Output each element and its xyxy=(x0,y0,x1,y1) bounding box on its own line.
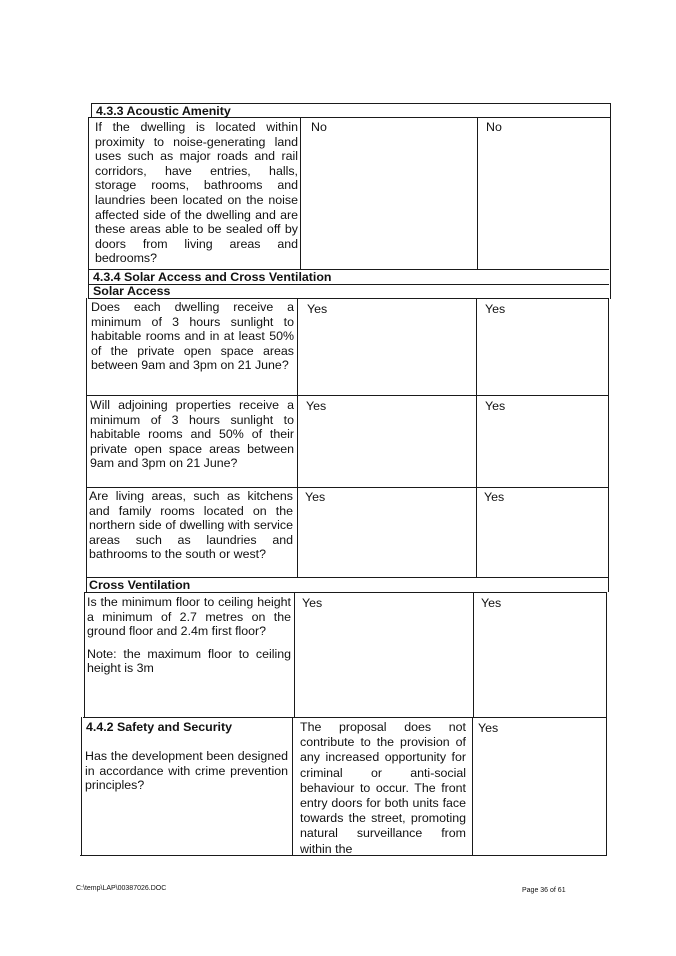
section-heading: 4.4.2 Safety and Security xyxy=(86,720,233,734)
criteria-question: Will adjoining properties receive a minimum of 3 hours sunlight to habitable rooms and 50% of their private open space areas between 9am and 3pm on 21 June? xyxy=(90,398,294,471)
rule xyxy=(86,487,608,488)
rule xyxy=(88,117,89,298)
proposal-response: Yes xyxy=(302,596,323,610)
rule xyxy=(88,298,609,299)
rule xyxy=(610,103,611,299)
compliance-value: Yes xyxy=(478,721,499,735)
rule xyxy=(473,592,474,718)
rule xyxy=(292,717,293,856)
rule xyxy=(477,117,478,270)
rule xyxy=(86,298,87,592)
rule xyxy=(81,717,82,856)
criteria-question: Are living areas, such as kitchens and family rooms located on the northern side of dwelling with service areas such as laundries and bathrooms to the south or west? xyxy=(89,489,293,562)
rule xyxy=(608,298,609,592)
rule xyxy=(297,298,298,578)
subsection-heading: Cross Ventilation xyxy=(89,578,191,592)
compliance-value: Yes xyxy=(484,490,505,504)
section-heading: 4.3.3 Acoustic Amenity xyxy=(96,104,231,118)
rule xyxy=(91,103,92,118)
rule xyxy=(83,717,607,718)
section-heading: 4.3.4 Solar Access and Cross Ventilation xyxy=(93,270,332,284)
proposal-response: Yes xyxy=(305,490,326,504)
compliance-value: Yes xyxy=(481,596,502,610)
criteria-question: Is the minimum floor to ceiling height a minimum of 2.7 metres on the ground floor and 2.4m first floor? xyxy=(87,595,291,639)
rule xyxy=(472,717,473,856)
rule xyxy=(300,117,301,270)
criteria-question: Does each dwelling receive a minimum of 3 hours sunlight to habitable rooms and in at least 50% of the private open space areas between 9am and 3pm on 21 June? xyxy=(91,300,294,373)
rule xyxy=(294,592,295,718)
proposal-response: Yes xyxy=(306,399,327,413)
footer-page-number: Page 36 of 61 xyxy=(522,887,566,894)
criteria-question: Has the development been designed in accordance with crime prevention principles? xyxy=(85,749,288,793)
proposal-response: No xyxy=(311,120,327,134)
footer-path: C:\temp\LAP\00387026.DOC xyxy=(76,885,167,892)
criteria-question: If the dwelling is located within proximity to noise-generating land uses such as major roads and rail corridors, have entries, halls, storage rooms, bathrooms and laundries been located on the noise affected side of the dwelling and are these areas able to be sealed off by doors from living areas and bedrooms? xyxy=(95,120,298,266)
rule xyxy=(85,592,607,593)
criteria-cell xyxy=(87,595,291,676)
subsection-heading: Solar Access xyxy=(93,284,171,298)
rule xyxy=(606,592,607,856)
compliance-value: No xyxy=(486,120,502,134)
rule xyxy=(476,298,477,578)
compliance-value: Yes xyxy=(485,399,506,413)
proposal-response: The proposal does not contribute to the provision of any increased opportunity for criminal or anti-social behaviour to occur. The front entry doors for both units face towards the street, promoting natural surveillance from within the xyxy=(300,720,466,856)
compliance-value: Yes xyxy=(485,302,506,316)
rule xyxy=(86,395,609,396)
criteria-note: Note: the maximum floor to ceiling height is 3m xyxy=(87,646,291,676)
rule xyxy=(84,592,85,718)
proposal-response: Yes xyxy=(307,302,328,316)
